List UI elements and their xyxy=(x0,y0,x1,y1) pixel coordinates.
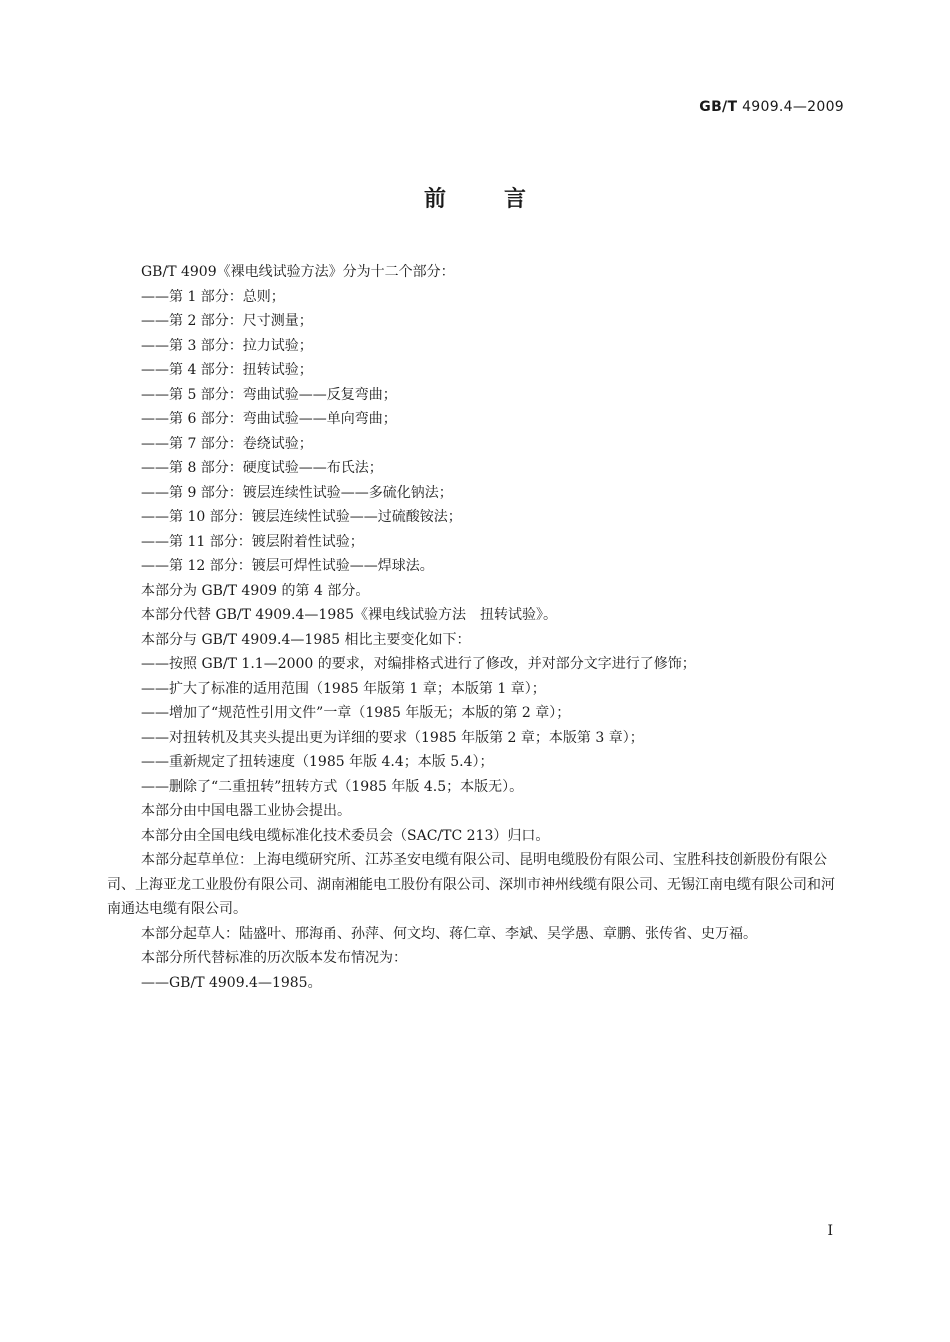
foreword-body xyxy=(107,260,845,995)
parts-list-item: ——第 2 部分：尺寸测量； xyxy=(141,313,313,329)
changes-list-item: ——删除了“二重扭转”扭转方式（1985 年版 4.5；本版无）。 xyxy=(141,778,524,795)
foreword-title: 前言 xyxy=(423,187,584,212)
parts-list-item: ——第 6 部分：弯曲试验——单向弯曲； xyxy=(141,411,397,427)
standard-prefix: GB/T xyxy=(699,99,738,115)
under-jurisdiction: 本部分由全国电线电缆标准化技术委员会（SAC/TC 213）归口。 xyxy=(141,827,550,844)
history-list-item: ——GB/T 4909.4—1985。 xyxy=(141,974,322,991)
parts-list-item: ——第 9 部分：镀层连续性试验——多硫化钠法； xyxy=(141,484,453,501)
changes-list-item: ——按照 GB/T 1.1—2000 的要求，对编排格式进行了修改，并对部分文字进行了修饰； xyxy=(141,656,696,672)
changes-list-item: ——重新规定了扭转速度（1985 年版 4.4；本版 5.4）； xyxy=(141,754,494,770)
part-statement: 本部分为 GB/T 4909 的第 4 部分。 xyxy=(141,582,370,599)
parts-list-item: ——第 10 部分：镀层连续性试验——过硫酸铵法； xyxy=(141,509,462,525)
parts-list-item: ——第 11 部分：镀层附着性试验； xyxy=(141,533,364,550)
replacement-statement: 本部分代替 GB/T 4909.4—1985《裸电线试验方法 扭转试验》。 xyxy=(141,607,558,623)
history-intro: 本部分所代替标准的历次版本发布情况为： xyxy=(141,950,407,966)
parts-list-item: ——第 12 部分：镀层可焊性试验——焊球法。 xyxy=(141,558,434,574)
page-number: I xyxy=(827,1223,833,1239)
parts-list-item: ——第 7 部分：卷绕试验； xyxy=(141,435,313,452)
parts-intro: GB/T 4909《裸电线试验方法》分为十二个部分： xyxy=(141,264,455,280)
changes-list xyxy=(107,652,845,799)
changes-list-item: ——对扭转机及其夹头提出更为详细的要求（1985 年版第 2 章；本版第 3 章）； xyxy=(141,729,644,746)
drafters: 本部分起草人：陆盛叶、邢海甬、孙萍、何文均、蒋仁章、李斌、吴学愚、章鹏、张传省、史万福。 xyxy=(141,925,757,942)
parts-list-item: ——第 5 部分：弯曲试验——反复弯曲； xyxy=(141,386,397,403)
proposed-by: 本部分由中国电器工业协会提出。 xyxy=(141,803,351,819)
changes-intro: 本部分与 GB/T 4909.4—1985 相比主要变化如下： xyxy=(141,631,471,648)
parts-list-item: ——第 4 部分：扭转试验； xyxy=(141,362,313,378)
parts-list-item: ——第 3 部分：拉力试验； xyxy=(141,337,313,354)
standard-number-header xyxy=(699,99,844,115)
parts-list-item: ——第 1 部分：总则； xyxy=(141,288,285,305)
changes-list-item: ——扩大了标准的适用范围（1985 年版第 1 章；本版第 1 章）； xyxy=(141,680,546,697)
drafting-units: 本部分起草单位：上海电缆研究所、江苏圣安电缆有限公司、昆明电缆股份有限公司、宝胜科技创新股份有限公司、上海亚龙工业股份有限公司、湖南湘能电工股份有限公司、深圳市神州线缆有限公司、无锡江南电缆有限公司和河南通达电缆有限公司。 xyxy=(107,852,835,917)
changes-list-item: ——增加了“规范性引用文件”一章（1985 年版无；本版的第 2 章）； xyxy=(141,705,571,721)
parts-list-item: ——第 8 部分：硬度试验——布氏法； xyxy=(141,460,383,476)
parts-list xyxy=(107,285,845,579)
standard-code: 4909.4—2009 xyxy=(742,99,844,115)
